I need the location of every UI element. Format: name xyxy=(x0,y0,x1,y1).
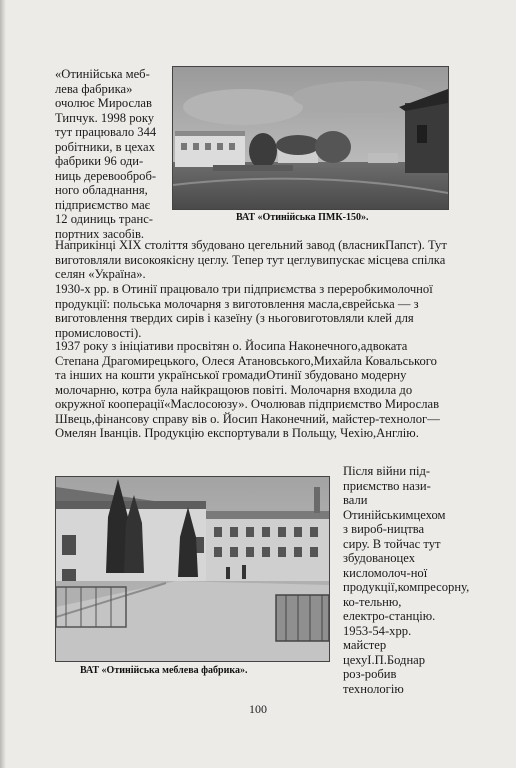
text-line: ництва сиру. В той xyxy=(343,522,425,551)
photo-pmk-150-caption: ВАТ «Отинійська ПМК-150». xyxy=(236,212,369,223)
text-line: в повіті. Молочарня входила до окружної кооперації xyxy=(55,382,413,411)
text-line: приємство нази- xyxy=(343,478,431,493)
photo-furniture-factory-caption: ВАТ «Отинійська меблева фабрика». xyxy=(80,665,248,676)
page-number: 100 xyxy=(249,702,267,716)
text-line: Англію. xyxy=(376,426,419,440)
text-line: 1937 року з ініціативи просвітян о. Йосипа Наконечного, xyxy=(55,339,361,353)
text-line: 1930-х рр. в Отинії працювало три підприємства з переробки xyxy=(55,282,384,296)
text-line: адвоката Степана Драгомирецького, Олеся Атановського, xyxy=(55,339,408,368)
text-line: Папст). Тут виготовляли високоякісну цеглу. Тепер тут цеглу xyxy=(55,238,447,267)
page-edge-shadow xyxy=(0,0,6,768)
text-line: ної продукції, xyxy=(343,565,428,594)
paragraph-brick-factory xyxy=(55,238,448,282)
text-line: рр. майстер цеху xyxy=(343,623,412,667)
text-line: Михайла Ковальського та інших на кошти української громади xyxy=(55,353,437,382)
right-column xyxy=(343,464,470,696)
text-line: випускає місцева спілка селян «Україна». xyxy=(55,252,446,281)
text-line: тут працювало 344 xyxy=(55,125,157,139)
text-line: Наприкінці ХІХ століття збудовано цегельний завод (власник xyxy=(55,238,386,252)
text-line: тельню, електро- xyxy=(343,594,402,623)
text-line: очолює Мирослав xyxy=(55,96,152,110)
text-line: фабрики 96 оди- xyxy=(55,154,144,168)
text-line: ниць деревооброб- xyxy=(55,168,157,183)
intro-column xyxy=(55,67,156,241)
text-line: вали Отинійським xyxy=(343,493,414,522)
text-line: фінансову справу вів о. Йосип Наконечний, майстер-технолог xyxy=(94,411,428,426)
text-line: Типчук. 1998 року xyxy=(55,110,155,125)
photo-pmk-150 xyxy=(172,66,449,210)
text-line: станцію. 1953-54-х xyxy=(343,609,436,638)
text-line: 12 одиниць транс- xyxy=(55,212,154,226)
photo-pmk-150-image xyxy=(173,67,448,209)
text-line: робітники, в цехах xyxy=(55,139,155,154)
photo-furniture-factory-image xyxy=(56,477,329,661)
paragraph-dairy-1930s xyxy=(55,282,448,340)
photo-furniture-factory xyxy=(55,476,330,662)
text-line: І.П.Боднар роз- xyxy=(343,652,426,681)
text-line: Отинії збудовано модерну молочарню, котра була найкращою xyxy=(55,368,407,397)
text-line: цех кисломолоч- xyxy=(343,551,415,580)
text-line: цехом з вироб- xyxy=(343,507,446,536)
text-line: єврейська — з виготовлення твердих сирів і казеїну (з нього xyxy=(55,296,419,325)
text-line: — Омелян Іванців. Продукцію експортували в Польщу, Чехію, xyxy=(55,411,440,440)
text-line: лева фабрика» xyxy=(55,81,133,96)
text-line: час тут збудовано xyxy=(343,536,441,565)
paragraph-1937-dairy xyxy=(55,339,448,441)
text-line: молочної продукції: польська молочарня з виготовлення масла, xyxy=(55,282,433,311)
text-line: виготовляли клей для промисловості). xyxy=(55,311,414,340)
text-line: «Отинійська меб- xyxy=(55,67,150,81)
text-line: робив технологію xyxy=(343,667,404,696)
text-line: «Маслосоюзу». Очолював підприємство Мирослав Швець, xyxy=(55,397,440,426)
text-line: ного обладнання, xyxy=(55,183,148,197)
text-line: Після війни під- xyxy=(343,464,431,478)
text-line: підприємство має xyxy=(55,197,151,212)
text-line: портних засобів. xyxy=(55,226,145,241)
text-line: компресорну, ко- xyxy=(343,580,470,609)
